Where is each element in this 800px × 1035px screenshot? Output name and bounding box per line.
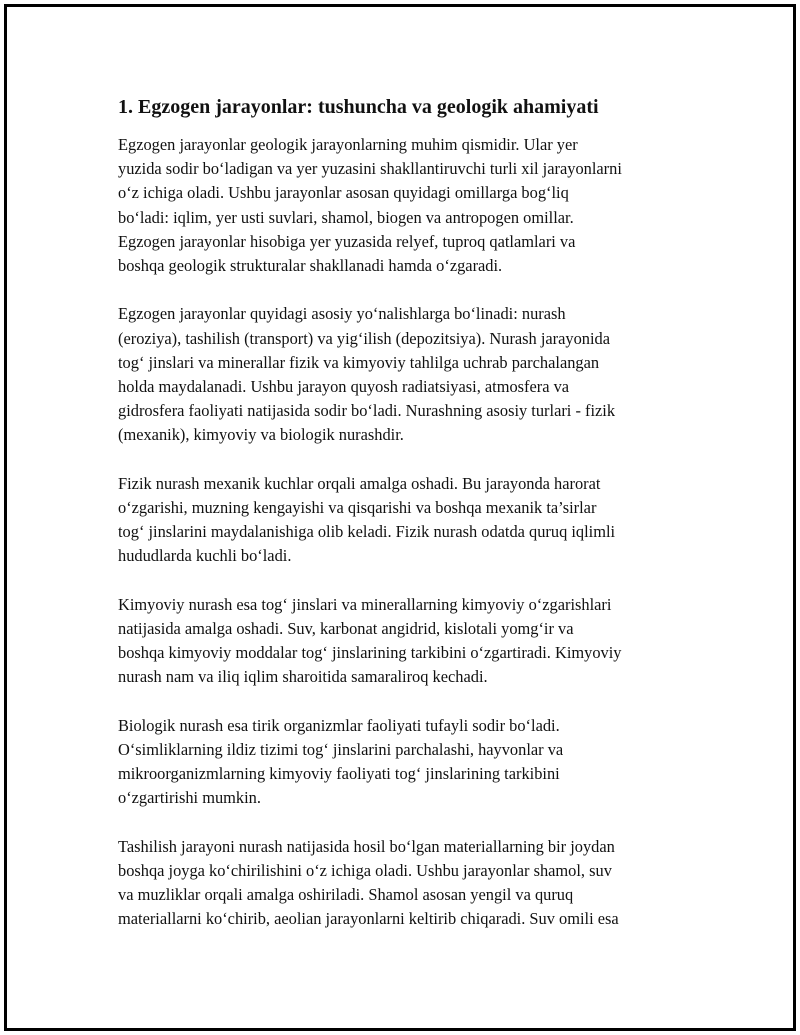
- text-line: Egzogen jarayonlar quyidagi asosiy yoʻnalishlarga boʻlinadi: nurash: [118, 304, 566, 324]
- paragraph-5: [118, 714, 702, 811]
- text-line: Biologik nurash esa tirik organizmlar faoliyati tufayli sodir boʻladi.: [118, 715, 560, 735]
- text-line: nurash nam va iliq iqlim sharoitida samaraliroq kechadi.: [118, 667, 488, 687]
- text-line: yuzida sodir boʻladigan va yer yuzasini shakllantiruvchi turli xil jarayonlarni: [118, 159, 622, 179]
- section-heading: 1. Egzogen jarayonlar: tushuncha va geologik ahamiyati: [118, 96, 599, 118]
- paragraph-1: [118, 133, 702, 278]
- text-line: materiallarni koʻchirib, aeolian jarayonlarni keltirib chiqaradi. Suv omili esa: [118, 909, 619, 929]
- document-body: [118, 94, 702, 956]
- text-line: va muzliklar orqali amalga oshiriladi. Shamol asosan yengil va quruq: [118, 885, 574, 905]
- text-line: hududlarda kuchli boʻladi.: [118, 546, 292, 566]
- paragraph-4: [118, 593, 702, 690]
- text-line: Fizik nurash mexanik kuchlar orqali amalga oshadi. Bu jarayonda harorat: [118, 473, 601, 493]
- text-line: Kimyoviy nurash esa togʻ jinslari va minerallarning kimyoviy oʻzgarishlari: [118, 594, 612, 614]
- text-line: natijasida amalga oshadi. Suv, karbonat angidrid, kislotali yomgʻir va: [118, 619, 574, 639]
- text-line: Egzogen jarayonlar geologik jarayonlarning muhim qismidir. Ular yer: [118, 135, 578, 154]
- text-line: Oʻsimliklarning ildiz tizimi togʻ jinslarini parchalashi, hayvonlar va: [118, 740, 564, 760]
- paragraph-3: [118, 472, 702, 569]
- paragraph-6: [118, 835, 702, 932]
- text-line: (mexanik), kimyoviy va biologik nurashdir.: [118, 425, 404, 445]
- paragraph-2: [118, 302, 702, 447]
- text-line: boʻladi: iqlim, yer usti suvlari, shamol, biogen va antropogen omillar.: [118, 207, 574, 227]
- text-line: togʻ jinslarini maydalanishiga olib keladi. Fizik nurash odatda quruq iqlimli: [118, 522, 616, 542]
- text-line: boshqa geologik strukturalar shakllanadi hamda oʻzgaradi.: [118, 256, 503, 276]
- text-line: gidrosfera faoliyati natijasida sodir boʻladi. Nurashning asosiy turlari - fizik: [118, 401, 616, 421]
- text-line: Egzogen jarayonlar hisobiga yer yuzasida relyef, tuproq qatlamlari va: [118, 231, 576, 251]
- text-line: oʻz ichiga oladi. Ushbu jarayonlar asosan quyidagi omillarga bogʻliq: [118, 183, 569, 203]
- text-line: boshqa joyga koʻchirilishini oʻz ichiga oladi. Ushbu jarayonlar shamol, suv: [118, 861, 612, 881]
- text-line: oʻzgarishi, muzning kengayishi va qisqarishi va boshqa mexanik ta’sirlar: [118, 498, 597, 518]
- text-line: oʻzgartirishi mumkin.: [118, 788, 261, 808]
- text-line: togʻ jinslari va minerallar fizik va kimyoviy tahlilga uchrab parchalangan: [118, 352, 600, 372]
- text-line: holda maydalanadi. Ushbu jarayon quyosh radiatsiyasi, atmosfera va: [118, 377, 570, 397]
- text-line: boshqa kimyoviy moddalar togʻ jinslarining tarkibini oʻzgartiradi. Kimyoviy: [118, 643, 622, 663]
- text-line: (eroziya), tashilish (transport) va yigʻilish (depozitsiya). Nurash jarayonida: [118, 328, 611, 348]
- text-line: mikroorganizmlarning kimyoviy faoliyati togʻ jinslarining tarkibini: [118, 764, 560, 784]
- text-line: Tashilish jarayoni nurash natijasida hosil boʻlgan materiallarning bir joydan: [118, 836, 615, 856]
